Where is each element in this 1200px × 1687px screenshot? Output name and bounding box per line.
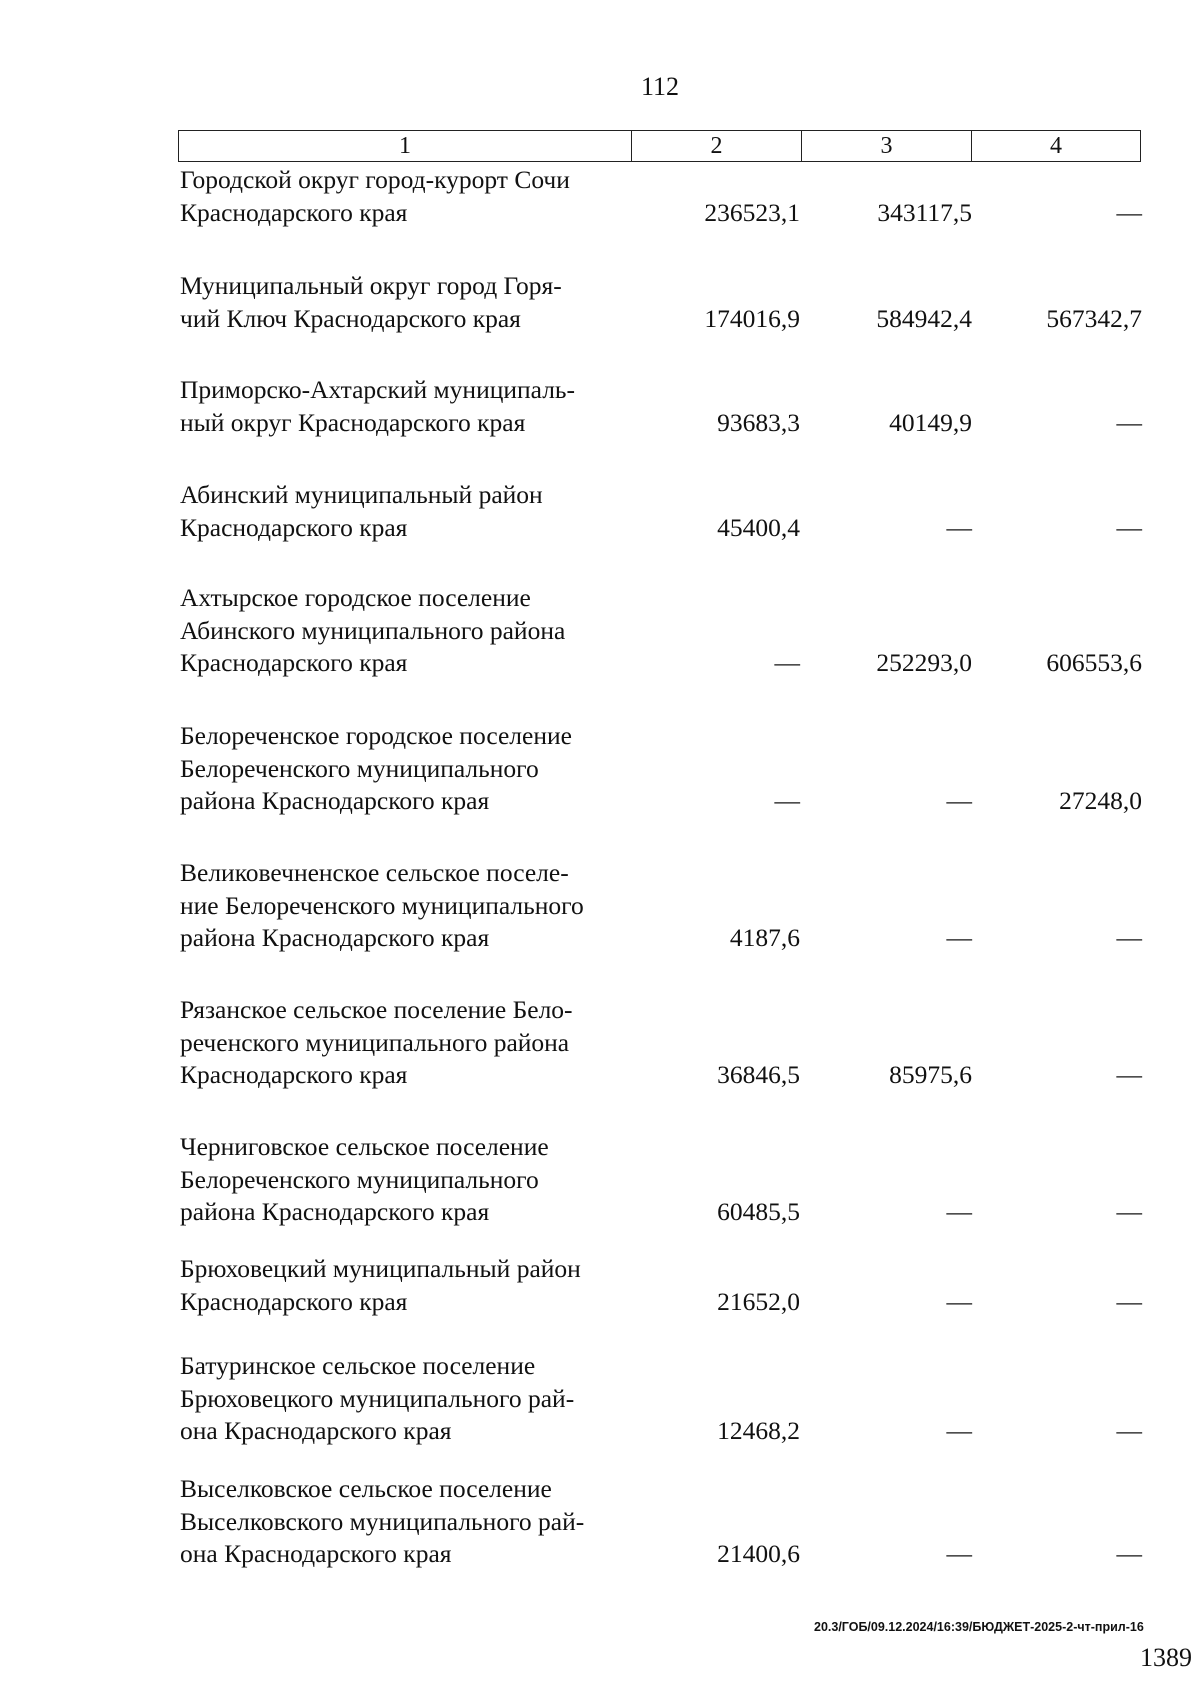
- row-name-line: Ахтырское городское поселение: [180, 583, 531, 612]
- row-name-line: Краснодарского края: [180, 197, 408, 227]
- row-name-line: Белореченского муниципального: [180, 1164, 539, 1194]
- row-value-c3: —: [946, 1539, 972, 1568]
- row-value-c4: —: [1116, 1060, 1142, 1089]
- row-name-line: района Краснодарского края: [180, 1197, 490, 1226]
- row-value-c3: 584942,4: [876, 303, 972, 333]
- row-value-c2: 12468,2: [717, 1416, 800, 1445]
- row-name-line: Городской округ город-курорт Сочи: [180, 165, 570, 194]
- row-name-line: ние Белореченского муниципального: [180, 890, 584, 920]
- row-value-c2: 21400,6: [717, 1539, 800, 1568]
- row-value-c3: 343117,5: [877, 197, 972, 227]
- row-value-c3: 85975,6: [889, 1060, 972, 1089]
- row-value-c4: —: [1116, 512, 1142, 542]
- row-name-line: чий Ключ Краснодарского края: [180, 303, 521, 333]
- row-value-c2: 4187,6: [729, 923, 800, 952]
- row-name-line: Выселковское сельское поселение: [180, 1474, 552, 1503]
- row-name-line: Батуринское сельское поселение: [180, 1351, 536, 1380]
- row-value-c3: —: [946, 1197, 972, 1226]
- row-name: [180, 479, 650, 544]
- row-name-line: района Краснодарского края: [180, 923, 490, 952]
- row-value-c2: 93683,3: [717, 407, 800, 437]
- row-value-c4: 606553,6: [1046, 648, 1142, 677]
- row-value-c4: —: [1116, 1197, 1142, 1226]
- row-value-c2: 236523,1: [704, 197, 800, 227]
- row-name-line: Краснодарского края: [180, 1060, 408, 1089]
- row-name-line: Абинского муниципального района: [180, 615, 566, 645]
- row-value-c4: —: [1116, 197, 1142, 227]
- row-value-c2: —: [774, 648, 800, 677]
- row-value-c2: 36846,5: [717, 1060, 800, 1089]
- row-name-line: Краснодарского края: [180, 1286, 408, 1316]
- row-name-line: Белореченское городское поселение: [180, 721, 572, 750]
- row-value-c3: 252293,0: [876, 648, 972, 677]
- row-name: [180, 374, 650, 439]
- row-value-c2: 45400,4: [717, 512, 800, 542]
- column-header-1: 1: [179, 131, 632, 162]
- row-name: [180, 1473, 650, 1571]
- row-value-c2: —: [774, 786, 800, 815]
- row-name: [180, 1350, 650, 1448]
- row-value-c3: —: [946, 512, 972, 542]
- row-name: [180, 270, 650, 335]
- row-value-c4: 27248,0: [1059, 786, 1142, 815]
- row-value-c3: —: [946, 1286, 972, 1316]
- row-name-line: Краснодарского края: [180, 512, 408, 542]
- row-value-c4: —: [1116, 923, 1142, 952]
- row-name-line: Брюховецкого муниципального рай-: [180, 1383, 575, 1413]
- row-name-line: района Краснодарского края: [180, 786, 490, 815]
- page-number: 112: [640, 72, 680, 101]
- row-name-line: Выселковского муниципального рай-: [180, 1506, 585, 1536]
- row-value-c3: —: [946, 786, 972, 815]
- column-header-2: 2: [632, 131, 802, 162]
- row-name-line: Муниципальный округ город Горя-: [180, 271, 562, 300]
- row-name: [180, 994, 650, 1092]
- row-value-c3: —: [946, 923, 972, 952]
- row-name: [180, 582, 650, 680]
- row-value-c3: 40149,9: [889, 407, 972, 437]
- document-code: 20.3/ГОБ/09.12.2024/16:39/БЮДЖЕТ-2025-2-чт-прил-16: [814, 1620, 1144, 1634]
- row-name-line: Абинский муниципальный район: [180, 480, 543, 509]
- column-header-3: 3: [802, 131, 972, 162]
- row-name-line: Великовечненское сельское поселе-: [180, 858, 569, 887]
- row-name-line: ный округ Краснодарского края: [180, 407, 526, 437]
- row-value-c4: 567342,7: [1046, 303, 1142, 333]
- row-name-line: Белореченского муниципального: [180, 753, 539, 783]
- row-value-c4: —: [1116, 407, 1142, 437]
- row-value-c2: 21652,0: [717, 1286, 800, 1316]
- row-name: [180, 164, 650, 229]
- row-value-c4: —: [1116, 1416, 1142, 1445]
- row-value-c4: —: [1116, 1286, 1142, 1316]
- row-name-line: Рязанское сельское поселение Бело-: [180, 995, 573, 1024]
- row-value-c3: —: [946, 1416, 972, 1445]
- row-name-line: она Краснодарского края: [180, 1539, 452, 1568]
- row-name: [180, 1253, 650, 1318]
- row-name-line: она Краснодарского края: [180, 1416, 452, 1445]
- row-name-line: Приморско-Ахтарский муниципаль-: [180, 375, 576, 404]
- row-value-c2: 60485,5: [717, 1197, 800, 1226]
- row-value-c2: 174016,9: [704, 303, 800, 333]
- row-name-line: Черниговское сельское поселение: [180, 1132, 549, 1161]
- sheet-number: 1389: [1140, 1643, 1192, 1672]
- row-name-line: Краснодарского края: [180, 648, 408, 677]
- row-name: [180, 857, 650, 955]
- row-name-line: реченского муниципального района: [180, 1027, 570, 1057]
- column-header-4: 4: [972, 131, 1141, 162]
- row-name: [180, 1131, 650, 1229]
- row-name: [180, 720, 650, 818]
- row-name-line: Брюховецкий муниципальный район: [180, 1254, 581, 1283]
- table-header: [178, 130, 1141, 162]
- row-value-c4: —: [1116, 1539, 1142, 1568]
